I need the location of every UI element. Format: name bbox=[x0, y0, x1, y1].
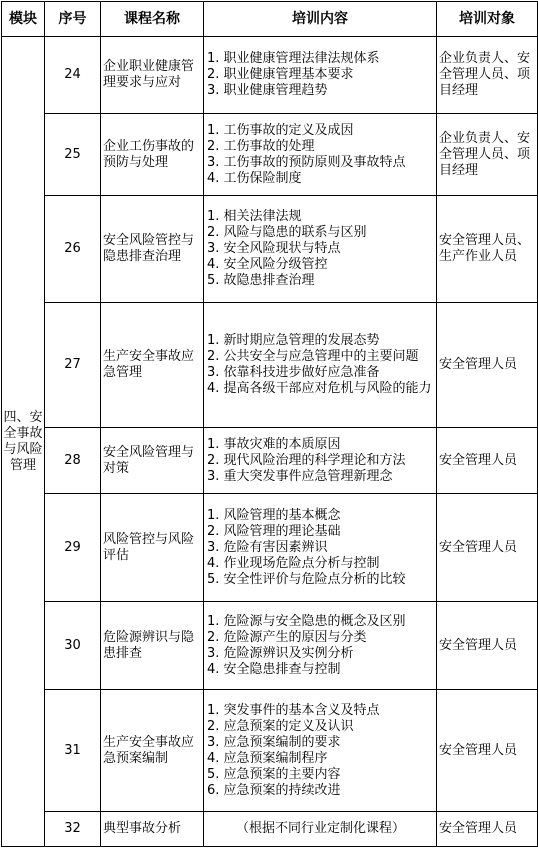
row-number: 25 bbox=[45, 114, 101, 196]
table-row bbox=[2, 428, 538, 494]
content-line: 5. 应急预案的主要内容 bbox=[207, 766, 341, 782]
course-table bbox=[1, 1, 538, 847]
content-line: 3. 安全风险现状与特点 bbox=[207, 241, 341, 256]
row-number: 26 bbox=[45, 196, 101, 303]
content-line: 6. 应急预案的持续改进 bbox=[207, 782, 341, 798]
content-line: 4. 提高各级干部应对危机与风险的能力 bbox=[207, 381, 432, 396]
header-training-target: 培训对象 bbox=[437, 2, 538, 37]
course-name: 典型事故分析 bbox=[101, 812, 204, 847]
content-line: 1. 风险管理的基本概念 bbox=[207, 507, 341, 523]
training-content bbox=[204, 37, 437, 114]
training-content bbox=[204, 196, 437, 303]
course-name: 安全风险管理与对策 bbox=[101, 428, 204, 494]
table-row bbox=[2, 690, 538, 812]
course-name: 风险管控与风险评估 bbox=[101, 494, 204, 602]
content-line: 2. 工伤事故的处理 bbox=[207, 138, 315, 154]
content-line: 1. 事故灾难的本质原因 bbox=[207, 436, 341, 452]
row-number: 32 bbox=[45, 812, 101, 847]
content-line: 4. 作业现场危险点分析与控制 bbox=[207, 555, 380, 571]
header-training-content: 培训内容 bbox=[204, 2, 437, 37]
content-line: 2. 应急预案的定义及认识 bbox=[207, 718, 354, 734]
training-target: 安全管理人员、生产作业人员 bbox=[437, 196, 538, 303]
content-line: 4. 应急预案编制程序 bbox=[207, 750, 328, 766]
content-line: 4. 安全隐患排查与控制 bbox=[207, 661, 341, 677]
course-name: 生产安全事故应急预案编制 bbox=[101, 690, 204, 812]
training-target: 企业负责人、安全管理人员、项目经理 bbox=[437, 114, 538, 196]
content-line: 2. 危险源产生的原因与分类 bbox=[207, 629, 367, 645]
course-name: 企业工伤事故的预防与处理 bbox=[101, 114, 204, 196]
training-target: 企业负责人、安全管理人员、项目经理 bbox=[437, 37, 538, 114]
course-name: 生产安全事故应急管理 bbox=[101, 303, 204, 428]
row-number: 28 bbox=[45, 428, 101, 494]
row-number: 31 bbox=[45, 690, 101, 812]
course-name: 企业职业健康管理要求与应对 bbox=[101, 37, 204, 114]
header-row bbox=[2, 2, 538, 37]
row-number: 27 bbox=[45, 303, 101, 428]
content-line: 3. 重大突发事件应急管理新理念 bbox=[207, 468, 393, 484]
training-content bbox=[204, 494, 437, 602]
content-line: 3. 应急预案编制的要求 bbox=[207, 734, 341, 750]
content-line: 5. 安全性评价与危险点分析的比较 bbox=[207, 571, 406, 587]
training-content bbox=[204, 602, 437, 690]
training-target: 安全管理人员 bbox=[437, 494, 538, 602]
content-line: 1. 工伤事故的定义及成因 bbox=[207, 122, 354, 138]
table-row bbox=[2, 196, 538, 303]
row-number: 24 bbox=[45, 37, 101, 114]
training-target: 安全管理人员 bbox=[437, 812, 538, 847]
content-line: 5. 故隐患排查治理 bbox=[207, 273, 315, 288]
content-line: 2. 风险与隐患的联系与区别 bbox=[207, 225, 367, 240]
content-line: 2. 职业健康管理基本要求 bbox=[207, 67, 354, 82]
content-line: 3. 职业健康管理趋势 bbox=[207, 83, 328, 98]
table-row bbox=[2, 494, 538, 602]
training-target: 安全管理人员 bbox=[437, 690, 538, 812]
content-line: 4. 工伤保险制度 bbox=[207, 170, 302, 186]
table-row bbox=[2, 812, 538, 847]
content-line: 3. 依靠科技进步做好应急准备 bbox=[207, 365, 380, 380]
table-row bbox=[2, 37, 538, 114]
training-content bbox=[204, 428, 437, 494]
content-line: 3. 危险有害因素辨识 bbox=[207, 539, 328, 555]
table-row bbox=[2, 114, 538, 196]
training-target: 安全管理人员 bbox=[437, 428, 538, 494]
table-row bbox=[2, 602, 538, 690]
training-content bbox=[204, 114, 437, 196]
module-cell: 四、安全事故与风险管理 bbox=[2, 37, 45, 847]
row-number: 29 bbox=[45, 494, 101, 602]
header-course-name: 课程名称 bbox=[101, 2, 204, 37]
course-name: 危险源辨识与隐患排查 bbox=[101, 602, 204, 690]
content-line: 2. 风险管理的理论基础 bbox=[207, 523, 341, 539]
header-number: 序号 bbox=[45, 2, 101, 37]
course-name: 安全风险管控与隐患排查治理 bbox=[101, 196, 204, 303]
content-line: 3. 工伤事故的预防原则及事故特点 bbox=[207, 154, 406, 170]
training-content bbox=[204, 690, 437, 812]
content-line: 2. 公共安全与应急管理中的主要问题 bbox=[207, 349, 419, 364]
content-line: 1. 相关法律法规 bbox=[207, 209, 302, 224]
content-line: （根据不同行业定制化课程） bbox=[235, 821, 405, 836]
training-content bbox=[204, 303, 437, 428]
training-target: 安全管理人员 bbox=[437, 602, 538, 690]
content-line: 2. 现代风险治理的科学理论和方法 bbox=[207, 452, 406, 468]
content-line: 1. 突发事件的基本含义及特点 bbox=[207, 702, 380, 718]
training-content bbox=[204, 812, 437, 847]
header-module: 模块 bbox=[2, 2, 45, 37]
training-target: 安全管理人员 bbox=[437, 303, 538, 428]
table-row bbox=[2, 303, 538, 428]
content-line: 3. 危险源辨识及实例分析 bbox=[207, 645, 354, 661]
content-line: 4. 安全风险分级管控 bbox=[207, 257, 328, 272]
content-line: 1. 新时期应急管理的发展态势 bbox=[207, 333, 380, 348]
row-number: 30 bbox=[45, 602, 101, 690]
content-line: 1. 危险源与安全隐患的概念及区别 bbox=[207, 613, 406, 629]
content-line: 1. 职业健康管理法律法规体系 bbox=[207, 51, 380, 66]
